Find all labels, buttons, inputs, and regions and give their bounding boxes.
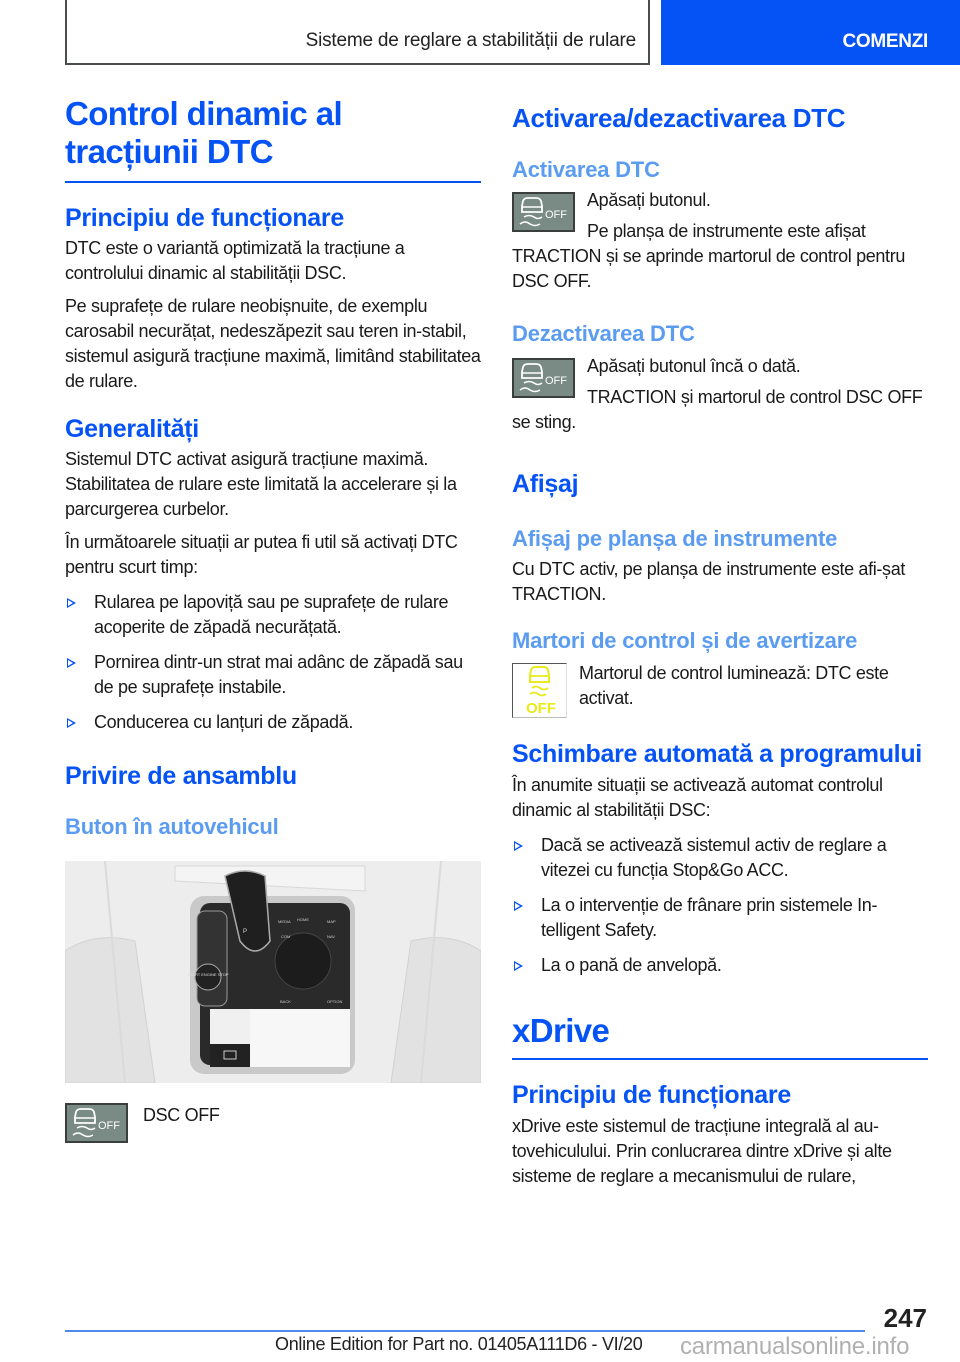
indicator-description: Martorul de control luminează: DTC este activat. — [579, 663, 889, 708]
list-item: La o intervenție de frânare prin sistemele In-telligent Safety. — [512, 893, 928, 943]
auto-change-intro: În anumite situații se activează automat controlul dinamic al stabilității DSC: — [512, 775, 883, 820]
svg-text:START ENGINE STOP: START ENGINE STOP — [187, 972, 229, 977]
svg-text:NAV: NAV — [327, 934, 335, 939]
chapter-tab[interactable] — [661, 0, 960, 65]
chapter-tab-label: COMENZI — [842, 31, 928, 52]
bullet-triangle-icon — [67, 718, 76, 728]
heading-general: Generalități — [65, 415, 199, 443]
list-item: Pornirea dintr-un strat mai adânc de zăpadă sau de pe suprafețe instabile. — [65, 650, 481, 700]
svg-text:P: P — [243, 929, 248, 935]
principle-paragraph-1: DTC este o variantă optimizată la tracțiune a controlului dinamic al stabilității DSC. — [65, 238, 405, 283]
activate-result: Pe planșa de instrumente este afișat TRACTION și se aprinde martorul de control pentru DSC OFF. — [512, 221, 906, 291]
deactivate-block — [512, 354, 928, 435]
subheading-activate: Activarea DTC — [512, 157, 660, 182]
deactivate-result: TRACTION și martorul de control DSC OFF se sting. — [512, 387, 923, 432]
center-console-photo — [65, 861, 481, 1083]
display-paragraph: Cu DTC activ, pe planșa de instrumente este afi-șat TRACTION. — [512, 559, 906, 604]
indicator-block — [512, 661, 928, 719]
list-item: La o pană de anvelopă. — [512, 953, 928, 978]
list-item: Dacă se activează sistemul activ de reglare a vitezei cu funcția Stop&Go ACC. — [512, 833, 928, 883]
svg-text:OFF: OFF — [526, 700, 556, 717]
bullet-triangle-icon — [514, 961, 523, 971]
activate-step: Apăsați butonul. — [587, 190, 711, 210]
svg-text:HOME: HOME — [297, 917, 309, 922]
bullet-triangle-icon — [67, 658, 76, 668]
dtc-indicator-light-icon — [512, 663, 567, 718]
dsc-off-caption: DSC OFF — [143, 1105, 220, 1125]
left-column — [65, 95, 481, 1145]
page-title: Control dinamic al tracțiunii DTC — [65, 95, 343, 170]
svg-text:BACK: BACK — [280, 999, 291, 1004]
svg-text:OPTION: OPTION — [327, 999, 343, 1004]
bullet-triangle-icon — [67, 598, 76, 608]
watermark[interactable]: carmanualsonline.info — [680, 1333, 910, 1360]
bullet-triangle-icon — [514, 841, 523, 851]
general-paragraph-1: Sistemul DTC activat asigură tracțiune maximă. Stabilitatea de rulare este limitată la accelerare și la parcurgerea curbelor. — [65, 449, 457, 519]
svg-text:OFF: OFF — [545, 209, 567, 221]
deactivate-step: Apăsați butonul încă o dată. — [587, 356, 801, 376]
heading-activate-deactivate: Activarea/dezactivarea DTC — [512, 103, 846, 133]
xdrive-paragraph: xDrive este sistemul de tracțiune integrală al au-tovehiculului. Prin conlucrarea dintre xDrive și alte sisteme de reglare a mecanismului de rulare, — [512, 1116, 892, 1186]
footer-divider — [65, 1330, 865, 1332]
svg-text:OFF: OFF — [545, 375, 567, 387]
list-item: Conducerea cu lanțuri de zăpadă. — [65, 710, 481, 735]
general-bullet-list — [65, 590, 481, 735]
svg-text:MAP: MAP — [327, 919, 336, 924]
right-column — [512, 95, 928, 1189]
principle-paragraph-2: Pe suprafețe de rulare neobișnuite, de exemplu carosabil necurățat, nedeszăpezit sau teren in-stabil, sistemul asigură tracțiune maximă, limitând stabilitatea de rulare. — [65, 296, 481, 391]
heading-auto-change: Schimbare automată a programului — [512, 740, 922, 768]
subheading-deactivate: Dezactivarea DTC — [512, 321, 695, 346]
dsc-off-icon — [65, 1103, 128, 1143]
subheading-indicators: Martori de control și de avertizare — [512, 628, 858, 653]
svg-text:OFF: OFF — [98, 1120, 120, 1132]
auto-change-bullet-list — [512, 833, 928, 978]
section-title: Sisteme de reglare a stabilității de rulare — [305, 30, 636, 51]
activate-block — [512, 188, 928, 294]
heading-overview: Privire de ansamblu — [65, 762, 297, 790]
heading-xdrive-principle: Principiu de funcționare — [512, 1081, 791, 1109]
bullet-triangle-icon — [514, 901, 523, 911]
svg-text:MEDIA: MEDIA — [278, 919, 291, 924]
edition-info: Online Edition for Part no. 01405A111D6 - VI/20 — [275, 1334, 643, 1354]
subheading-instrument-display: Afișaj pe planșa de instrumente — [512, 526, 838, 551]
subheading-button-in-vehicle: Buton în autovehicul — [65, 814, 279, 839]
title-divider — [65, 181, 481, 183]
heading-principle: Principiu de funcționare — [65, 204, 344, 232]
xdrive-divider — [512, 1058, 928, 1060]
heading-xdrive: xDrive — [512, 1012, 610, 1049]
dsc-off-button-icon — [512, 192, 575, 232]
center-console-illustration — [65, 861, 481, 1083]
dsc-off-button-icon — [512, 358, 575, 398]
page-number: 247 — [883, 1303, 927, 1333]
header-section-box — [65, 0, 650, 65]
general-paragraph-2: În următoarele situații ar putea fi util să activați DTC pentru scurt timp: — [65, 532, 458, 577]
dsc-off-legend — [65, 1103, 481, 1145]
heading-display: Afișaj — [512, 470, 579, 498]
list-item: Rularea pe lapoviță sau pe suprafețe de rulare acoperite de zăpadă necurățată. — [65, 590, 481, 640]
svg-text:COM: COM — [281, 934, 291, 939]
